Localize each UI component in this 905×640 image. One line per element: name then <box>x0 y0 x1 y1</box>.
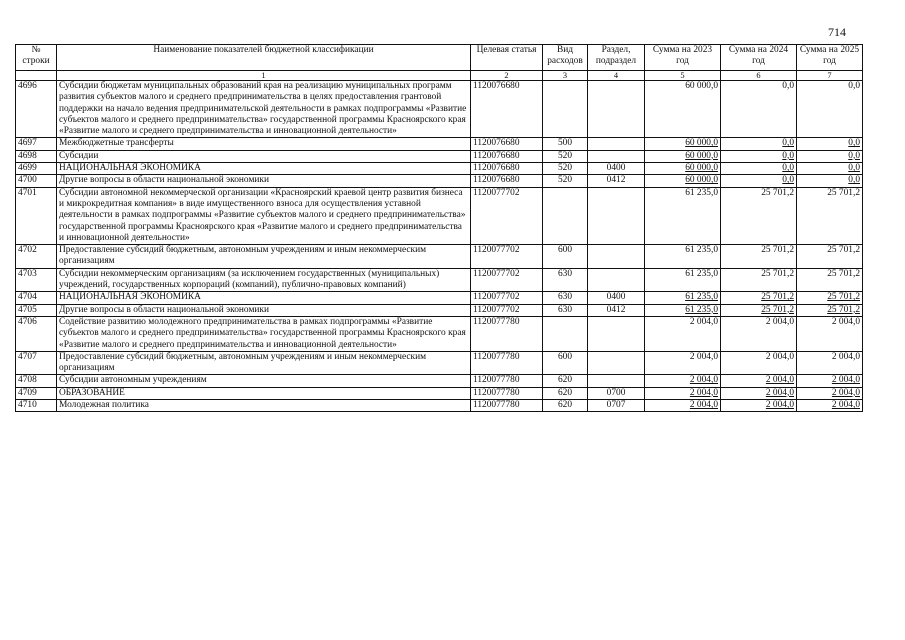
row-number: 4706 <box>16 316 57 351</box>
row-name: Субсидии <box>57 150 471 162</box>
row-sum-2023: 61 235,0 <box>645 187 721 244</box>
row-section <box>588 375 645 387</box>
table-row <box>16 81 863 138</box>
row-sum-2025: 2 004,0 <box>797 387 863 399</box>
row-sum-2023: 2 004,0 <box>645 387 721 399</box>
column-number: 6 <box>721 71 797 81</box>
column-number: 4 <box>588 71 645 81</box>
row-name: Предоставление субсидий бюджетным, автономным учреждениям и иным некоммерческим организациям <box>57 351 471 375</box>
row-sum-2023: 61 235,0 <box>645 304 721 316</box>
row-sum-2025: 0,0 <box>797 163 863 175</box>
row-number: 4703 <box>16 268 57 292</box>
row-number: 4696 <box>16 81 57 138</box>
column-number: 2 <box>471 71 543 81</box>
row-sum-2024: 2 004,0 <box>721 387 797 399</box>
row-target-article: 1120077780 <box>471 387 543 399</box>
row-number: 4705 <box>16 304 57 316</box>
row-section <box>588 316 645 351</box>
row-name: Субсидии автономным учреждениям <box>57 375 471 387</box>
row-sum-2023: 60 000,0 <box>645 81 721 138</box>
row-expense-type: 520 <box>543 163 588 175</box>
row-expense-type: 520 <box>543 150 588 162</box>
row-name: Содействие развитию молодежного предпринимательства в рамках подпрограммы «Развитие субъектов малого и среднего предпринимательства» государственной программы Красноярского края «Развитие малого и среднего предпринимательства и инновационной деятельности» <box>57 316 471 351</box>
row-sum-2024: 25 701,2 <box>721 292 797 304</box>
header-target-article: Целевая статья <box>471 45 543 71</box>
row-expense-type: 520 <box>543 175 588 187</box>
table-row <box>16 187 863 244</box>
row-number: 4698 <box>16 150 57 162</box>
row-sum-2025: 2 004,0 <box>797 351 863 375</box>
row-sum-2024: 0,0 <box>721 175 797 187</box>
row-sum-2024: 0,0 <box>721 163 797 175</box>
row-name: Межбюджетные трансферты <box>57 138 471 150</box>
row-sum-2024: 25 701,2 <box>721 187 797 244</box>
row-number: 4710 <box>16 400 57 412</box>
row-number: 4701 <box>16 187 57 244</box>
row-target-article: 1120077780 <box>471 316 543 351</box>
row-sum-2025: 25 701,2 <box>797 187 863 244</box>
row-number: 4699 <box>16 163 57 175</box>
column-number: 1 <box>57 71 471 81</box>
table-row <box>16 138 863 150</box>
table-row <box>16 292 863 304</box>
row-sum-2024: 2 004,0 <box>721 351 797 375</box>
row-sum-2025: 25 701,2 <box>797 304 863 316</box>
row-expense-type: 620 <box>543 375 588 387</box>
table-row <box>16 163 863 175</box>
row-target-article: 1120076680 <box>471 150 543 162</box>
row-sum-2025: 0,0 <box>797 138 863 150</box>
header-sum-2023: Сумма на 2023 год <box>645 45 721 71</box>
row-sum-2024: 0,0 <box>721 150 797 162</box>
row-number: 4700 <box>16 175 57 187</box>
row-expense-type: 600 <box>543 351 588 375</box>
row-name: Субсидии автономной некоммерческой организации «Красноярский краевой центр развития бизнеса и микрокредитная компания» в виде имущественного взноса для осуществления уставной деятельности в рамках подпрограммы «Развитие субъектов малого и среднего предпринимательства» государственной программы Красноярского края «Развитие малого и среднего предпринимательства и инновационной деятельности» <box>57 187 471 244</box>
table-row <box>16 351 863 375</box>
row-target-article: 1120076680 <box>471 138 543 150</box>
header-expense-type: Вид расходов <box>543 45 588 71</box>
row-section <box>588 150 645 162</box>
page-number: 714 <box>828 25 846 39</box>
row-expense-type: 620 <box>543 400 588 412</box>
row-section <box>588 187 645 244</box>
row-expense-type: 630 <box>543 268 588 292</box>
header-sum-2024: Сумма на 2024 год <box>721 45 797 71</box>
row-expense-type: 500 <box>543 138 588 150</box>
table-row <box>16 150 863 162</box>
row-target-article: 1120077702 <box>471 245 543 269</box>
table-row <box>16 175 863 187</box>
row-sum-2025: 0,0 <box>797 150 863 162</box>
row-expense-type <box>543 187 588 244</box>
row-target-article: 1120077702 <box>471 292 543 304</box>
row-sum-2024: 2 004,0 <box>721 375 797 387</box>
row-name: Субсидии некоммерческим организациям (за исключением государственных (муниципальных) учреждений, государственных корпораций (компаний), публично-правовых компаний) <box>57 268 471 292</box>
row-target-article: 1120077702 <box>471 187 543 244</box>
row-sum-2023: 60 000,0 <box>645 138 721 150</box>
row-sum-2023: 61 235,0 <box>645 245 721 269</box>
row-sum-2025: 25 701,2 <box>797 292 863 304</box>
table-row <box>16 245 863 269</box>
row-sum-2024: 25 701,2 <box>721 268 797 292</box>
column-number <box>16 71 57 81</box>
header-row <box>16 45 863 71</box>
row-sum-2024: 25 701,2 <box>721 304 797 316</box>
row-sum-2023: 2 004,0 <box>645 316 721 351</box>
row-sum-2024: 2 004,0 <box>721 316 797 351</box>
row-name: ОБРАЗОВАНИЕ <box>57 387 471 399</box>
row-name: Другие вопросы в области национальной экономики <box>57 175 471 187</box>
column-number-row <box>16 71 863 81</box>
row-number: 4704 <box>16 292 57 304</box>
row-sum-2025: 0,0 <box>797 175 863 187</box>
table-row <box>16 304 863 316</box>
row-section: 0707 <box>588 400 645 412</box>
row-sum-2025: 2 004,0 <box>797 316 863 351</box>
row-sum-2025: 25 701,2 <box>797 245 863 269</box>
row-sum-2023: 61 235,0 <box>645 292 721 304</box>
row-sum-2025: 2 004,0 <box>797 375 863 387</box>
header-num: № строки <box>16 45 57 71</box>
row-name: НАЦИОНАЛЬНАЯ ЭКОНОМИКА <box>57 163 471 175</box>
row-sum-2023: 61 235,0 <box>645 268 721 292</box>
row-sum-2023: 60 000,0 <box>645 150 721 162</box>
row-expense-type <box>543 316 588 351</box>
table-row <box>16 316 863 351</box>
row-sum-2023: 2 004,0 <box>645 351 721 375</box>
row-target-article: 1120076680 <box>471 163 543 175</box>
row-target-article: 1120077702 <box>471 268 543 292</box>
row-target-article: 1120077780 <box>471 375 543 387</box>
column-number: 5 <box>645 71 721 81</box>
row-section <box>588 245 645 269</box>
row-expense-type: 600 <box>543 245 588 269</box>
row-section: 0412 <box>588 175 645 187</box>
row-sum-2025: 25 701,2 <box>797 268 863 292</box>
row-sum-2024: 0,0 <box>721 81 797 138</box>
row-sum-2024: 25 701,2 <box>721 245 797 269</box>
row-number: 4709 <box>16 387 57 399</box>
row-sum-2023: 2 004,0 <box>645 375 721 387</box>
row-sum-2024: 0,0 <box>721 138 797 150</box>
header-sum-2025: Сумма на 2025 год <box>797 45 863 71</box>
row-target-article: 1120076680 <box>471 81 543 138</box>
row-section: 0700 <box>588 387 645 399</box>
row-sum-2024: 2 004,0 <box>721 400 797 412</box>
row-number: 4707 <box>16 351 57 375</box>
row-name: НАЦИОНАЛЬНАЯ ЭКОНОМИКА <box>57 292 471 304</box>
row-expense-type: 630 <box>543 292 588 304</box>
row-number: 4708 <box>16 375 57 387</box>
row-sum-2025: 0,0 <box>797 81 863 138</box>
row-sum-2025: 2 004,0 <box>797 400 863 412</box>
row-section <box>588 268 645 292</box>
table-row <box>16 400 863 412</box>
row-number: 4697 <box>16 138 57 150</box>
row-target-article: 1120077780 <box>471 400 543 412</box>
budget-table <box>15 44 863 412</box>
column-number: 3 <box>543 71 588 81</box>
row-expense-type <box>543 81 588 138</box>
column-number: 7 <box>797 71 863 81</box>
row-name: Молодежная политика <box>57 400 471 412</box>
table-row <box>16 375 863 387</box>
row-target-article: 1120077702 <box>471 304 543 316</box>
row-sum-2023: 2 004,0 <box>645 400 721 412</box>
row-section <box>588 138 645 150</box>
row-section: 0412 <box>588 304 645 316</box>
row-name: Предоставление субсидий бюджетным, автономным учреждениям и иным некоммерческим организациям <box>57 245 471 269</box>
header-name: Наименование показателей бюджетной классификации <box>57 45 471 71</box>
table-row <box>16 387 863 399</box>
table-row <box>16 268 863 292</box>
row-sum-2023: 60 000,0 <box>645 175 721 187</box>
row-section <box>588 81 645 138</box>
row-sum-2023: 60 000,0 <box>645 163 721 175</box>
row-target-article: 1120077780 <box>471 351 543 375</box>
row-name: Другие вопросы в области национальной экономики <box>57 304 471 316</box>
row-name: Субсидии бюджетам муниципальных образований края на реализацию муниципальных программ развития субъектов малого и среднего предпринимательства в целях предоставления грантовой поддержки на начало ведения предпринимательской деятельности в рамках подпрограммы «Развитие субъектов малого и среднего предпринимательства» государственной программы Красноярского края «Развитие малого и среднего предпринимательства и инновационной деятельности» <box>57 81 471 138</box>
row-target-article: 1120076680 <box>471 175 543 187</box>
row-section <box>588 351 645 375</box>
row-section: 0400 <box>588 163 645 175</box>
row-expense-type: 630 <box>543 304 588 316</box>
header-section: Раздел, подраздел <box>588 45 645 71</box>
row-number: 4702 <box>16 245 57 269</box>
row-expense-type: 620 <box>543 387 588 399</box>
row-section: 0400 <box>588 292 645 304</box>
